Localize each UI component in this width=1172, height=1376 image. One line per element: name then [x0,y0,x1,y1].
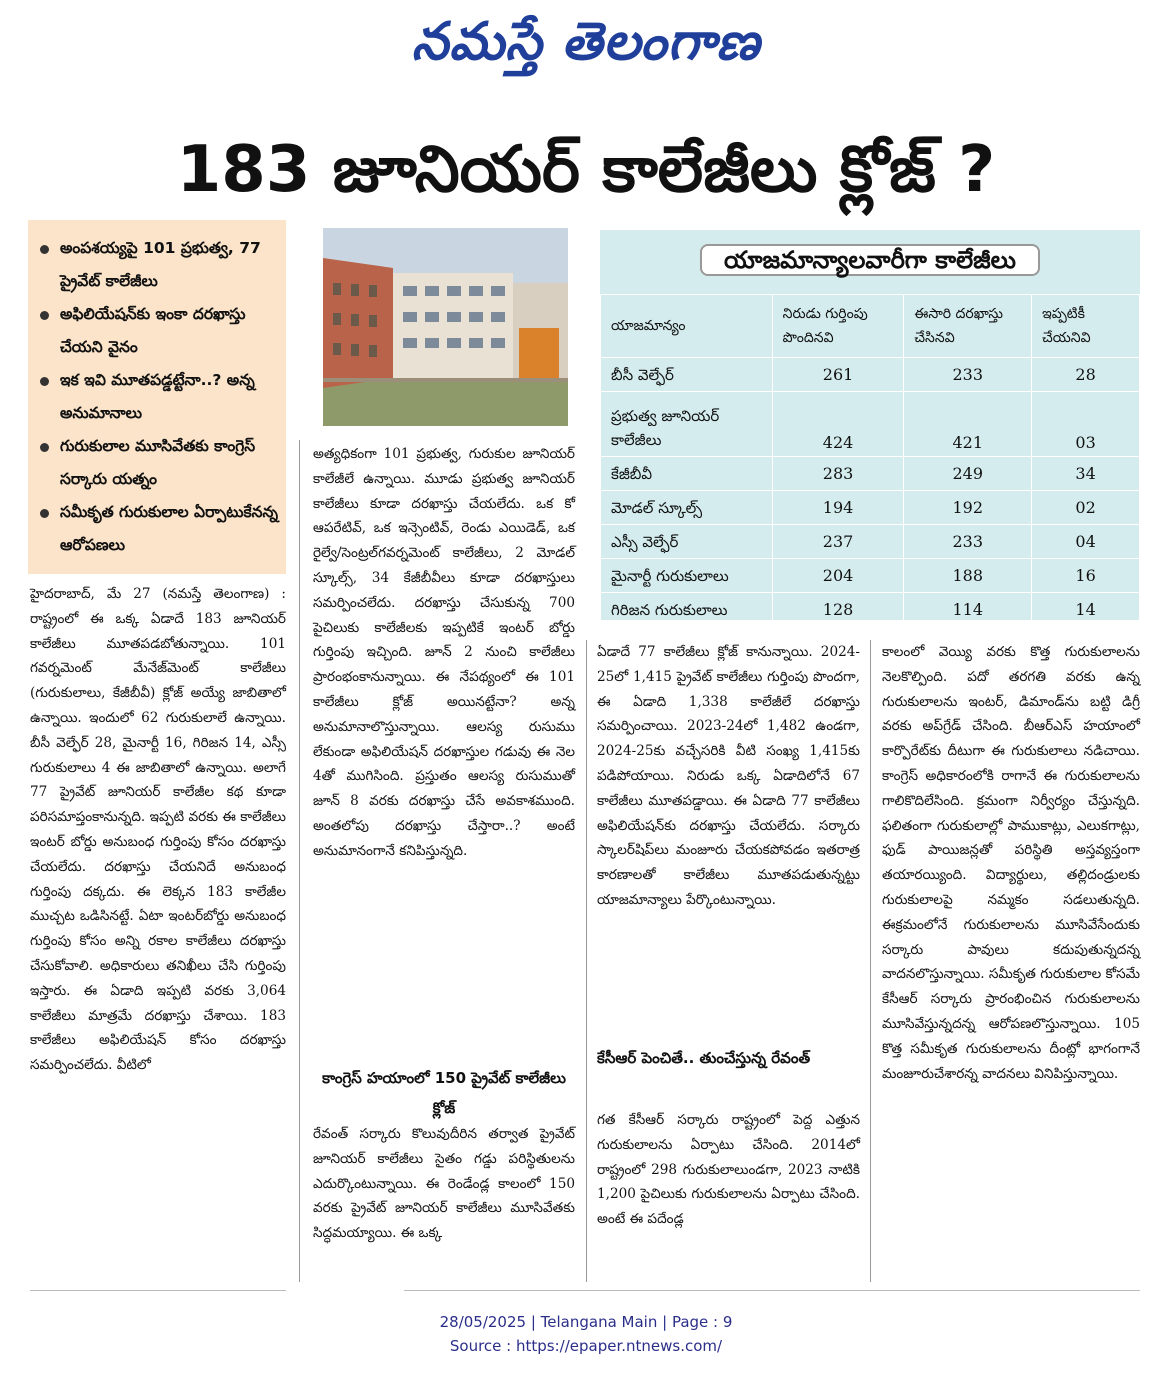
pending-count: 16 [1032,559,1140,593]
subheading-private-colleges: కాంగ్రెస్‌ హయాంలో 150 ప్రైవేట్‌ కాలేజీలు క్లోజ్‌ [322,1069,566,1117]
applied-count: 188 [904,559,1032,593]
applied-count: 192 [904,491,1032,525]
bullet-icon [40,377,49,386]
recognized-count: 237 [772,525,904,559]
row-name: గిరిజన గురుకులాలు [601,593,773,627]
colleges-table [600,294,1140,627]
highlights-box [28,220,286,574]
footer-source-line: Source : https://epaper.ntnews.com/ [449,1337,723,1355]
table-row [601,457,1140,491]
recognized-count: 204 [772,559,904,593]
masthead: నమస్తే తెలంగాణ [411,12,761,72]
footer-date-line: 28/05/2025 | Telangana Main | Page : 9 [439,1313,733,1331]
row-name: మైనార్టీ గురుకులాలు [601,559,773,593]
table-row [601,593,1140,627]
article-column-3: ఏడాదే 77 కాలేజీలు క్లోజ్‌ కానున్నాయి. 2024-25లో 1,415 ప్రైవేట్‌ కాలేజీలు గుర్తింపు పొందగా, ఈ ఏడాది 1,338 కాలేజీలే దరఖాస్తు సమర్పించాయి. 2023-24లో 1,482 ఉండగా, 2024-25కు వచ్చేసరికి వీటి సంఖ్య 1,415కు పడిపోయాయి. నిరుడు ఒక్క ఏడాదిలోనే 67 కాలేజీలు మూతపడ్డాయి. ఈ ఏడాది 77 కాలేజీలు అఫిలియేషన్‌కు దరఖాస్తు చేయలేదు. సర్కారు స్కాలర్‌షిప్‌లు మంజూరు చేయకపోవడం ఇతరాత్ర కారణాలతో కాలేజీలు మూతపడుతున్నట్టు యాజమాన్యాలు పేర్కొంటున్నాయి. [597,644,860,908]
pending-count: 14 [1032,593,1140,627]
applied-count: 233 [904,358,1032,392]
college-building-photo [323,228,568,426]
highlight-item: అంపశయ్యపై 101 ప్రభుత్వ, 77 ప్రైవేట్‌ కాలేజీలు [38,232,278,298]
row-name: మోడల్‌ స్కూల్స్‌ [601,491,773,525]
column-divider [299,440,300,1282]
column-header: యాజమాన్యం [601,295,773,358]
table-title: యాజమాన్యాలవారీగా కాలేజీలు [600,238,1140,282]
article-column-2-continued: రేవంత్‌ సర్కారు కొలువుదీరిన తర్వాత ప్రైవేట్‌ జూనియర్‌ కాలేజీలు సైతం గడ్డు పరిస్థితులను ఎదుర్కొంటున్నాయి. ఈ రెండేండ్ల కాలంలో 150 వరకు ప్రైవేట్‌ జూనియర్‌ కాలేజీలు మూసివేతకు సిద్ధమయ్యాయి. ఈ ఒక్క [313,1126,575,1242]
row-name: కేజీబీవీ [601,457,773,491]
headline: 183 జూనియర్‌ కాలేజీలు క్లోజ్‌ ? [176,133,996,207]
bullet-icon [40,245,49,254]
table-row [601,392,1140,457]
bottom-rule [404,1290,1140,1291]
recognized-count: 261 [772,358,904,392]
highlight-item: ఇక ఇవి మూతపడ్డట్టేనా..? అన్న అనుమానాలు [38,364,278,430]
highlight-item: గురుకులాల మూసివేతకు కాంగ్రెస్‌ సర్కారు యత్నం [38,430,278,496]
bullet-icon [40,311,49,320]
recognized-count: 128 [772,593,904,627]
table-row [601,491,1140,525]
footer [0,1310,1172,1358]
pending-count: 34 [1032,457,1140,491]
column-header: ఈసారి దరఖాస్తు చేసినవి [904,295,1032,358]
pending-count: 28 [1032,358,1140,392]
bullet-icon [40,443,49,452]
table-row [601,525,1140,559]
table-row [601,358,1140,392]
highlight-item: అఫిలియేషన్‌కు ఇంకా దరఖాస్తు చేయని వైనం [38,298,278,364]
colleges-table-box [600,230,1140,620]
applied-count: 421 [904,392,1032,457]
applied-count: 233 [904,525,1032,559]
article-column-1: హైదరాబాద్‌, మే 27 (నమస్తే తెలంగాణ) : రాష్ట్రంలో ఈ ఒక్క ఏడాదే 183 జూనియర్‌ కాలేజీలు మూతపడబోతున్నాయి. 101 గవర్నమెంట్‌ మేనేజ్‌మెంట్‌ కాలేజీలు (గురుకులాలు, కేజీబీవీ) క్లోజ్‌ అయ్యే జాబితాలో ఉన్నాయి. ఇందులో 62 గురుకులాలే ఉన్నాయి. బీసీ వెల్ఫేర్‌ 28, మైనార్టీ 16, గిరిజన 14, ఎస్సీ గురుకులాలు 4 ఈ జాబితాలో ఉన్నాయి. అలాగే 77 ప్రైవేట్‌ జూనియర్‌ కాలేజీల కథ కూడా పరిసమాప్తంకానున్నది. ఇప్పటి వరకు ఈ కాలేజీలు ఇంటర్‌ బోర్డు అనుబంధ గుర్తింపు కోసం దరఖాస్తు చేయలేదు. దరఖాస్తు చేయనిదే అనుబంధ గుర్తింపు దక్కదు. ఈ లెక్కన 183 కాలేజీల ముచ్చట ఒడిసినట్టే. ఏటా ఇంటర్‌బోర్డు అనుబంధ గుర్తింపు కోసం అన్ని రకాల కాలేజీలు దరఖాస్తు చేసుకోవాలి. అధికారులు తనిఖీలు చేసి గుర్తింపు ఇస్తారు. ఈ ఏడాది ఇప్పటి వరకు 3,064 కాలేజీలు మాత్రమే దరఖాస్తు చేశాయి. 183 కాలేజీలు అఫిలియేషన్‌ కోసం దరఖాస్తు సమర్పించలేదు. వీటిలో [30,586,286,1074]
row-name: ఎస్సీ వెల్ఫేర్‌ [601,525,773,559]
pending-count: 02 [1032,491,1140,525]
column-divider [870,640,871,1282]
article-column-2: అత్యధికంగా 101 ప్రభుత్వ, గురుకుల జూనియర్‌ కాలేజీలే ఉన్నాయి. మూడు ప్రభుత్వ జూనియర్‌ కాలేజీలు కూడా దరఖాస్తు చేయలేదు. ఒక కో ఆపరేటివ్‌, ఒక ఇన్సెంటివ్‌, రెండు ఎయిడెడ్‌, ఒక రైల్వే/సెంట్రల్‌గవర్నమెంట్‌ కాలేజీలు, 2 మోడల్‌ స్కూల్స్‌, 34 కేజీబీవీలు కూడా దరఖాస్తులు సమర్పించలేదు. దరఖాస్తు చేసుకున్న 700 పైచిలుకు కాలేజీలకు ఇప్పటికే ఇంటర్‌ బోర్డు గుర్తింపు ఇచ్చింది. జూన్‌ 2 నుంచి కాలేజీలు ప్రారంభంకానున్నాయి. ఈ నేపథ్యంలో ఈ 101 కాలేజీలు క్లోజ్‌ అయినట్టేనా? అన్న అనుమానాలొస్తున్నాయి. ఆలస్య రుసుము లేకుండా అఫిలియేషన్‌ దరఖాస్తుల గడువు ఈ నెల 4తో ముగిసింది. ప్రస్తుతం ఆలస్య రుసుముతో జూన్‌ 8 వరకు దరఖాస్తు చేసే అవకాశముంది. అంతలోపు దరఖాస్తు చేస్తారా..? అంటే అనుమానంగానే కనిపిస్తున్నది. [313,446,575,859]
recognized-count: 194 [772,491,904,525]
subheading-kcr-revanth: కేసీఆర్‌ పెంచితే.. తుంచేస్తున్న రేవంత్‌ [597,1049,811,1067]
recognized-count: 424 [772,392,904,457]
row-name: బీసీ వెల్ఫేర్‌ [601,358,773,392]
table-row [601,559,1140,593]
pending-count: 03 [1032,392,1140,457]
table-header-row [601,295,1140,358]
article-column-3-continued: గత కేసీఆర్‌ సర్కారు రాష్ట్రంలో పెద్ద ఎత్తున గురుకులాలను ఏర్పాటు చేసింది. 2014లో రాష్ట్రంలో 298 గురుకులాలుండగా, 2023 నాటికి 1,200 పైచిలుకు గురుకులాలను ఏర్పాటు చేసింది. అంటే ఈ పదేండ్ల [597,1112,860,1228]
recognized-count: 283 [772,457,904,491]
column-divider [586,640,587,1282]
column-header: నిరుడు గుర్తింపు పొందినవి [772,295,904,358]
bottom-rule [30,1290,286,1291]
bullet-icon [40,509,49,518]
applied-count: 249 [904,457,1032,491]
pending-count: 04 [1032,525,1140,559]
building-image [323,228,568,426]
article-column-4: కాలంలో వెయ్యి వరకు కొత్త గురుకులాలను నెలకొల్పింది. పదో తరగతి వరకు ఉన్న గురుకులాలను ఇంటర్‌, డిమాండ్‌ను బట్టి డిగ్రీ వరకు అప్‌గ్రేడ్‌ చేసింది. బీఆర్‌ఎస్‌ హయాంలో కార్పొరేట్‌కు దీటుగా ఈ గురుకులాలు నడిచాయి. కాంగ్రెస్‌ అధికారంలోకి రాగానే ఈ గురుకులాలను గాలికొదిలేసింది. క్రమంగా నిర్వీర్యం చేస్తున్నది. ఫలితంగా గురుకులాల్లో పాముకాట్లు, ఎలుకగాట్లు, ఫుడ్‌ పాయిజన్లతో పరిస్థితి అస్తవ్యస్తంగా తయారయ్యింది. విద్యార్థులు, తల్లిదండ్రులకు గురుకులాలపై నమ్మకం సడలుతున్నది. ఈక్రమంలోనే గురుకులాలను మూసివేసేందుకు సర్కారు పావులు కదుపుతున్నదన్న వాదనలొస్తున్నాయి. సమీకృత గురుకులాల కోసమే కేసీఆర్‌ సర్కారు ప్రారంభించిన గురుకులాలను మూసివేస్తున్నదన్న ఆరోపణలొస్తున్నాయి. 105 కొత్త సమీకృత గురుకులాలను దీంట్లో భాగంగానే మంజూరుచేశారన్న వాదనలు వినిపిస్తున్నాయి. [882,644,1141,1082]
column-header: ఇప్పటికీ చేయనివి [1032,295,1140,358]
highlight-item: సమీకృత గురుకులాల ఏర్పాటుకేనన్న ఆరోపణలు [38,496,278,562]
row-name: ప్రభుత్వ జూనియర్‌ కాలేజీలు [601,392,773,457]
applied-count: 114 [904,593,1032,627]
